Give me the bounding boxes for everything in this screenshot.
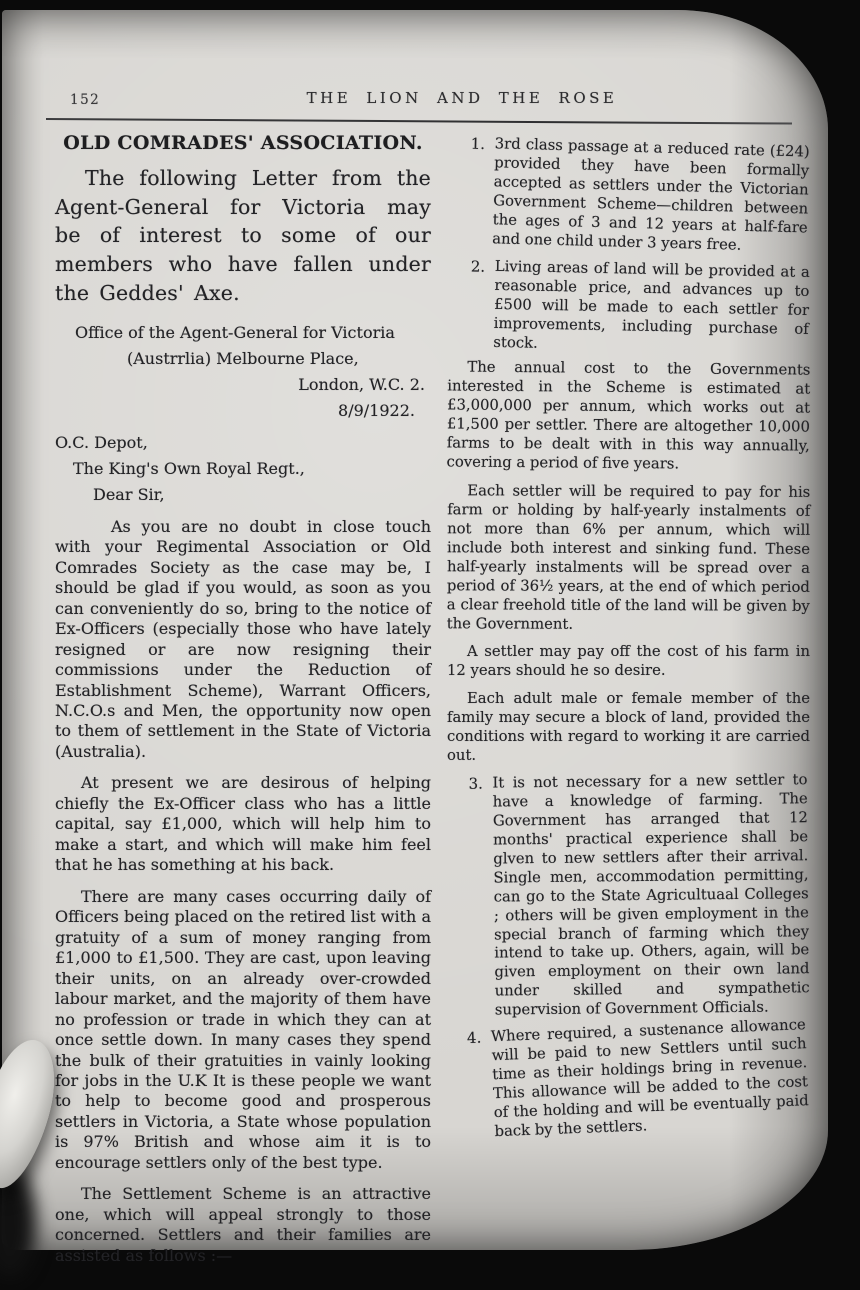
article-heading: OLD COMRADES' ASSOCIATION.	[63, 132, 423, 154]
letterhead-city-line: London, W.C. 2.	[298, 375, 425, 395]
paragraph: There are many cases occurring daily of Officers being placed on the retired list with a gratuity of a sum of money ranging from £1,000 to £1,500. They are cast, upon leaving their units, on an already over-crowded labour market, and the majority of them have no profession or trade in which they can at once settle down. In many cases they spend the bulk of their gratuities in vainly looking for jobs in the U.K It is these people we want to help to become good and prosperous settlers in Victoria, a State whose population is 97% British and whose aim it is to encourage settlers only of the best type.	[55, 886, 431, 1172]
numbered-list-item	[443, 1016, 810, 1143]
letterhead-block	[55, 320, 431, 424]
paragraph: As you are no doubt in close touch with your Regimental Association or Old Comrades Society as the case may be, I should be glad if you would, as soon as you can conveniently do so, bring to the notice of Ex-Officers (especially those who have lately resigned or are now resigning their commissions under the Reduction of Establishment Scheme), Warrant Officers, N.C.O.s and Men, the opportunity now open to them of settlement in the State of Victoria (Australia).	[55, 516, 431, 761]
header-rule	[46, 118, 792, 125]
list-item-text: It is not necessary for a new settler to have a knowledge of farming. The Government has arranged that 12 months' practical experience shall be glven to new settlers after their arrival. Single men, accommodation permitting, can go to the State Agricultuaal Colleges ; others will be given employment in the special branch of farming which they intend to take up. Others, again, will be given employment on their own land under skilled and sympathetic supervision of Government Officials.	[492, 771, 810, 1019]
list-item-text: 3rd class passage at a reduced rate (£24) provided they have been formally accepted as settlers under the Victorian Government Scheme—children between the ages of 3 and 12 years at half-fare and one child under 3 years free.	[492, 135, 810, 254]
salutation: Dear Sir,	[93, 484, 165, 504]
right-column	[447, 134, 810, 1153]
paragraph: A settler may pay off the cost of his farm in 12 years should he so desire.	[447, 643, 810, 680]
page-number: 152	[70, 92, 101, 108]
paragraph: The Settlement Scheme is an attractive one, which will appeal strongly to those concerned. Settlers and their families are assisted as follows :—	[55, 1184, 431, 1265]
list-item-number: 2.	[470, 257, 486, 276]
list-item-number: 1.	[470, 134, 486, 153]
numbered-list-item	[445, 257, 810, 359]
list-item-number: 3.	[468, 774, 483, 793]
addressee-line: O.C. Depot,	[55, 433, 148, 453]
numbered-list-item	[444, 771, 810, 1021]
left-column	[55, 132, 431, 1277]
paragraph: At present we are desirous of helping chiefly the Ex-Officer class who has a little capital, say £1,000, which will help him to make a start, and which will make him feel that he has something at his back.	[55, 773, 431, 875]
addressee-block	[55, 430, 431, 508]
letterhead-office-line: Office of the Agent-General for Victoria	[75, 323, 395, 343]
letterhead-place-line: (Austrrlia) Melbourne Place,	[127, 349, 359, 369]
letterhead-date-line: 8/9/1922.	[338, 401, 415, 421]
paragraph: Each adult male or female member of the family may secure a block of land, provided the conditions with regard to working it are carried out.	[447, 690, 810, 765]
addressee-line: The King's Own Royal Regt.,	[73, 458, 305, 478]
list-item-text: Living areas of land will be provided at a reasonable price, and advances up to £500 will be made to each settler for improvements, including purchase of stock.	[493, 257, 810, 352]
numbered-list-item	[444, 134, 810, 257]
paragraph: The annual cost to the Governments interested in the Scheme is estimated at £3,000,000 per annum, which works out at £1,500 per settler. There are altogether 10,000 farms to be dealt with in this way annually, covering a period of five years.	[446, 358, 811, 473]
list-item-number: 4.	[466, 1028, 482, 1048]
book-page	[2, 10, 828, 1265]
running-head-title: THE LION AND THE ROSE	[306, 89, 618, 107]
lead-paragraph: The following Letter from the Agent-General for Victoria may be of interest to some of our members who have fallen under the Geddes' Axe.	[55, 166, 431, 305]
paragraph: Each settler will be required to pay for his farm or holding by half-yearly instalments of not more than 6% per annum, which will include both interest and sinking fund. These half-yearly instalments will be spread over a period of 36½ years, at the end of which period a clear freehold title of the land will be given by the Government.	[446, 482, 811, 633]
list-item-text: Where required, a sustenance allowance will be paid to new Settlers until such time as their holdings bring in revenue. This allowance will be added to the cost of the holding and will be eventually paid back by the settlers.	[490, 1016, 809, 1141]
